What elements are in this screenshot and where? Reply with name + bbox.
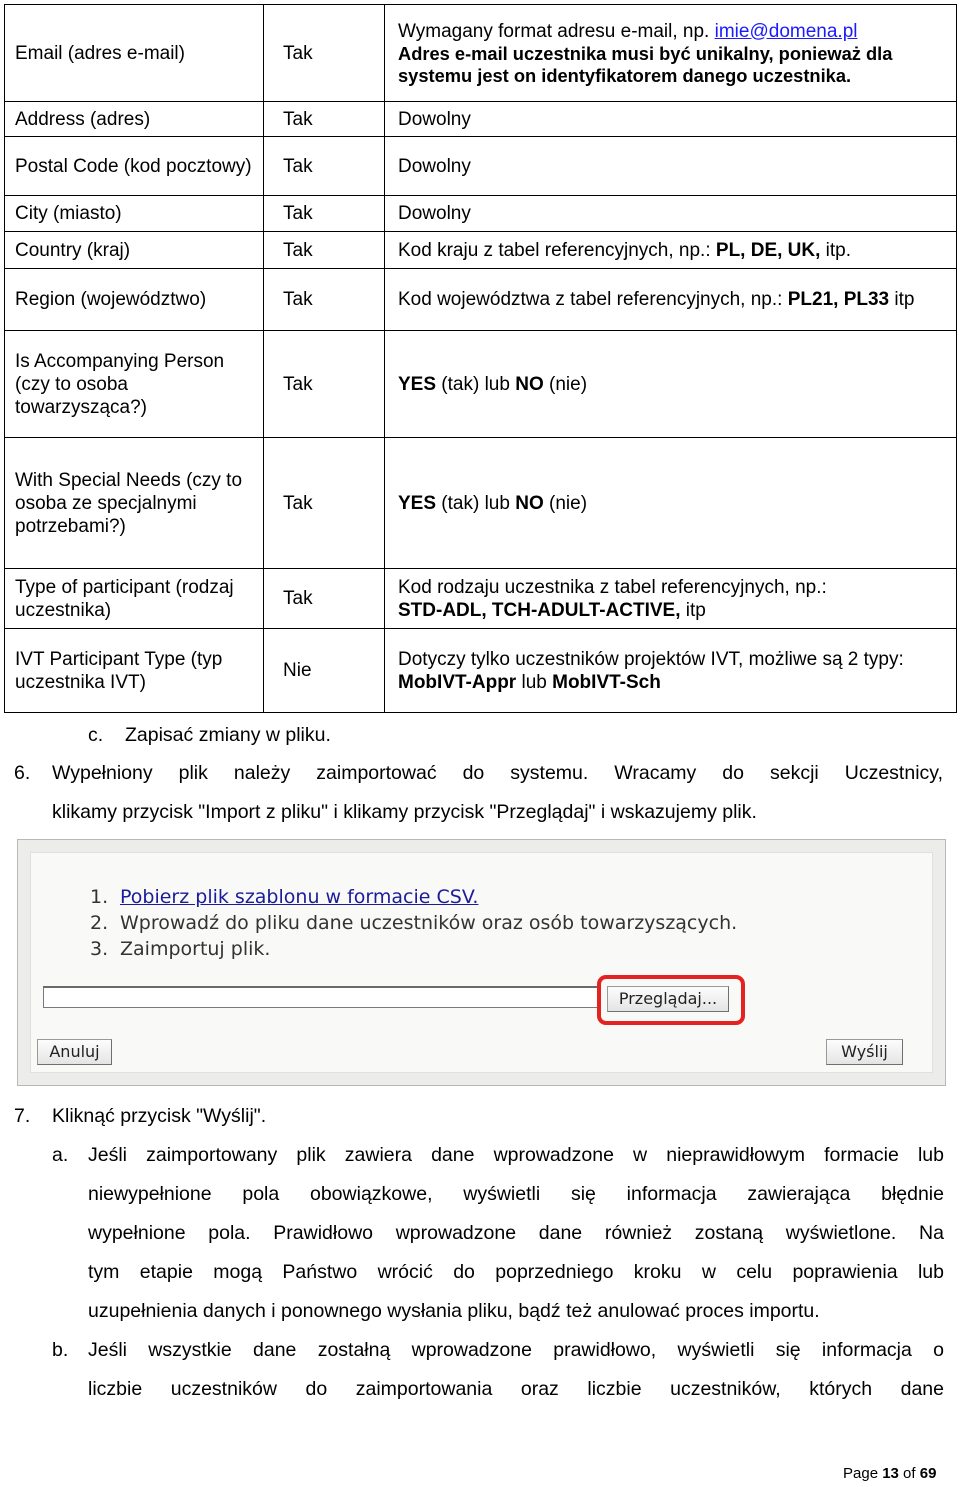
format-suffix: itp xyxy=(889,289,915,310)
format-text: Kod rodzaju uczestnika z tabel referencyjnych, np.: xyxy=(398,576,827,598)
step-6-line: Wypełniony plik należy zaimportować do systemu. Wracamy do sekcji Uczestnicy, xyxy=(52,762,943,784)
required-flag: Tak xyxy=(264,269,385,331)
table-row xyxy=(5,232,957,269)
required-flag: Tak xyxy=(264,137,385,196)
step-7a-line: uzupełnienia danych i ponownego wysłania pliku, bądź też anulować proces importu. xyxy=(88,1300,820,1322)
cancel-button[interactable]: Anuluj xyxy=(37,1039,112,1065)
browse-button[interactable]: Przeglądaj... xyxy=(607,986,729,1012)
field-format xyxy=(385,331,957,438)
yes-description: (tak) lub xyxy=(436,373,516,395)
step-number: 2. xyxy=(90,912,109,934)
step-number: 3. xyxy=(90,938,109,960)
ivt-separator: lub xyxy=(516,671,553,693)
yes-description: (tak) lub xyxy=(436,492,516,514)
step-7a-line: tym etapie mogą Państwo wrócić do poprzedniego kroku w celu poprawienia lub xyxy=(88,1261,944,1283)
table-row xyxy=(5,569,957,629)
panel-step-1 xyxy=(90,885,478,910)
fields-table xyxy=(4,4,957,713)
required-flag: Tak xyxy=(264,232,385,269)
page-total: 69 xyxy=(919,1465,937,1482)
step-number: 1. xyxy=(90,886,109,908)
field-name: Type of participant (rodzaj uczestnika) xyxy=(5,569,264,629)
format-suffix: itp xyxy=(680,599,706,621)
step-7a-line: Jeśli zaimportowany plik zawiera dane wprowadzone w nieprawidłowym formacie lub xyxy=(88,1144,944,1166)
field-format: Dowolny xyxy=(385,196,957,232)
yes-value: YES xyxy=(398,492,437,514)
format-text: Dotyczy tylko uczestników projektów IVT, możliwe są 2 typy: xyxy=(398,648,904,670)
required-flag: Tak xyxy=(264,331,385,438)
field-format xyxy=(385,569,957,629)
email-note: Adres e-mail uczestnika musi być unikalny, ponieważ dla systemu jest on identyfikatorem danego uczestnika. xyxy=(398,42,893,86)
panel-step-text: Zaimportuj plik. xyxy=(120,938,271,960)
download-template-link[interactable]: Pobierz plik szablonu w formacie CSV. xyxy=(120,886,479,908)
step-c-text: Zapisać zmiany w pliku. xyxy=(125,724,331,746)
no-description: (nie) xyxy=(543,492,588,514)
required-flag: Tak xyxy=(264,102,385,137)
step-c-marker: c. xyxy=(88,724,104,746)
field-format xyxy=(385,5,957,102)
step-7a-line: niewypełnione pola obowiązkowe, wyświetli się informacja zawierająca błędnie xyxy=(88,1183,944,1205)
field-name: Email (adres e-mail) xyxy=(5,5,264,102)
no-value: NO xyxy=(515,492,544,514)
step-7a-marker: a. xyxy=(52,1144,69,1166)
format-text: Kod kraju z tabel referencyjnych, np.: xyxy=(398,239,716,261)
required-flag: Nie xyxy=(264,629,385,713)
panel-step-2 xyxy=(90,911,737,936)
table-row xyxy=(5,438,957,569)
field-format xyxy=(385,629,957,713)
table-row xyxy=(5,269,957,331)
field-format: Dowolny xyxy=(385,137,957,196)
step-6-line: klikamy przycisk "Import z pliku" i klikamy przycisk "Przeglądaj" i wskazujemy plik. xyxy=(52,801,757,823)
field-format: Dowolny xyxy=(385,102,957,137)
field-format xyxy=(385,269,957,331)
required-flag: Tak xyxy=(264,438,385,569)
field-name: Address (adres) xyxy=(5,102,264,137)
page-of: of xyxy=(898,1465,920,1482)
table-row xyxy=(5,331,957,438)
step-7a-line: wypełnione pola. Prawidłowo wprowadzone dane również zostaną wyświetlone. Na xyxy=(88,1222,944,1244)
example-email-link[interactable]: imie@domena.pl xyxy=(714,20,858,42)
yes-value: YES xyxy=(398,373,437,395)
field-format xyxy=(385,438,957,569)
required-flag: Tak xyxy=(264,196,385,232)
step-7b-line: Jeśli wszystkie dane zostałną wprowadzone prawidłowo, wyświetli się informacja o xyxy=(88,1339,944,1361)
field-name: With Special Needs (czy to osoba ze specjalnymi potrzebami?) xyxy=(5,438,264,569)
browse-highlight-frame xyxy=(597,975,745,1025)
country-codes: PL, DE, UK, xyxy=(715,239,821,261)
import-screenshot xyxy=(17,839,946,1086)
field-name: Region (województwo) xyxy=(5,269,264,331)
step-7b-marker: b. xyxy=(52,1339,69,1361)
table-row xyxy=(5,137,957,196)
field-name: Postal Code (kod pocztowy) xyxy=(5,137,264,196)
no-description: (nie) xyxy=(543,373,588,395)
ivt-type-appr: MobIVT-Appr xyxy=(398,671,517,693)
field-name: IVT Participant Type (typ uczestnika IVT) xyxy=(5,629,264,713)
file-path-input[interactable] xyxy=(43,986,598,1008)
field-name: Is Accompanying Person (czy to osoba towarzysząca?) xyxy=(5,331,264,438)
page-prefix: Page xyxy=(843,1465,883,1482)
table-row xyxy=(5,102,957,137)
required-flag: Tak xyxy=(264,5,385,102)
no-value: NO xyxy=(515,373,544,395)
ivt-type-sch: MobIVT-Sch xyxy=(552,671,661,693)
panel-step-text: Wprowadź do pliku dane uczestników oraz osób towarzyszących. xyxy=(120,912,738,934)
table-row xyxy=(5,629,957,713)
format-suffix: itp. xyxy=(820,239,852,261)
field-format xyxy=(385,232,957,269)
region-codes: PL21, PL33 xyxy=(787,289,890,310)
step-7-text: Kliknąć przycisk "Wyślij". xyxy=(52,1105,267,1127)
step-7b-line: liczbie uczestników do zaimportowania oraz liczbie uczestników, których dane xyxy=(88,1378,944,1400)
table-row xyxy=(5,196,957,232)
field-name: City (miasto) xyxy=(5,196,264,232)
page-current: 13 xyxy=(882,1465,899,1482)
participant-type-codes: STD-ADL, TCH-ADULT-ACTIVE, xyxy=(398,599,681,621)
step-6-number: 6. xyxy=(14,762,31,784)
format-text: Wymagany format adresu e-mail, np. xyxy=(398,20,715,42)
send-button[interactable]: Wyślij xyxy=(826,1039,903,1065)
step-7-number: 7. xyxy=(14,1105,31,1127)
field-name: Country (kraj) xyxy=(5,232,264,269)
panel-step-3 xyxy=(90,937,270,962)
table-row xyxy=(5,5,957,102)
page-number xyxy=(843,1464,936,1484)
required-flag: Tak xyxy=(264,569,385,629)
format-text: Kod województwa z tabel referencyjnych, np.: xyxy=(398,289,788,310)
